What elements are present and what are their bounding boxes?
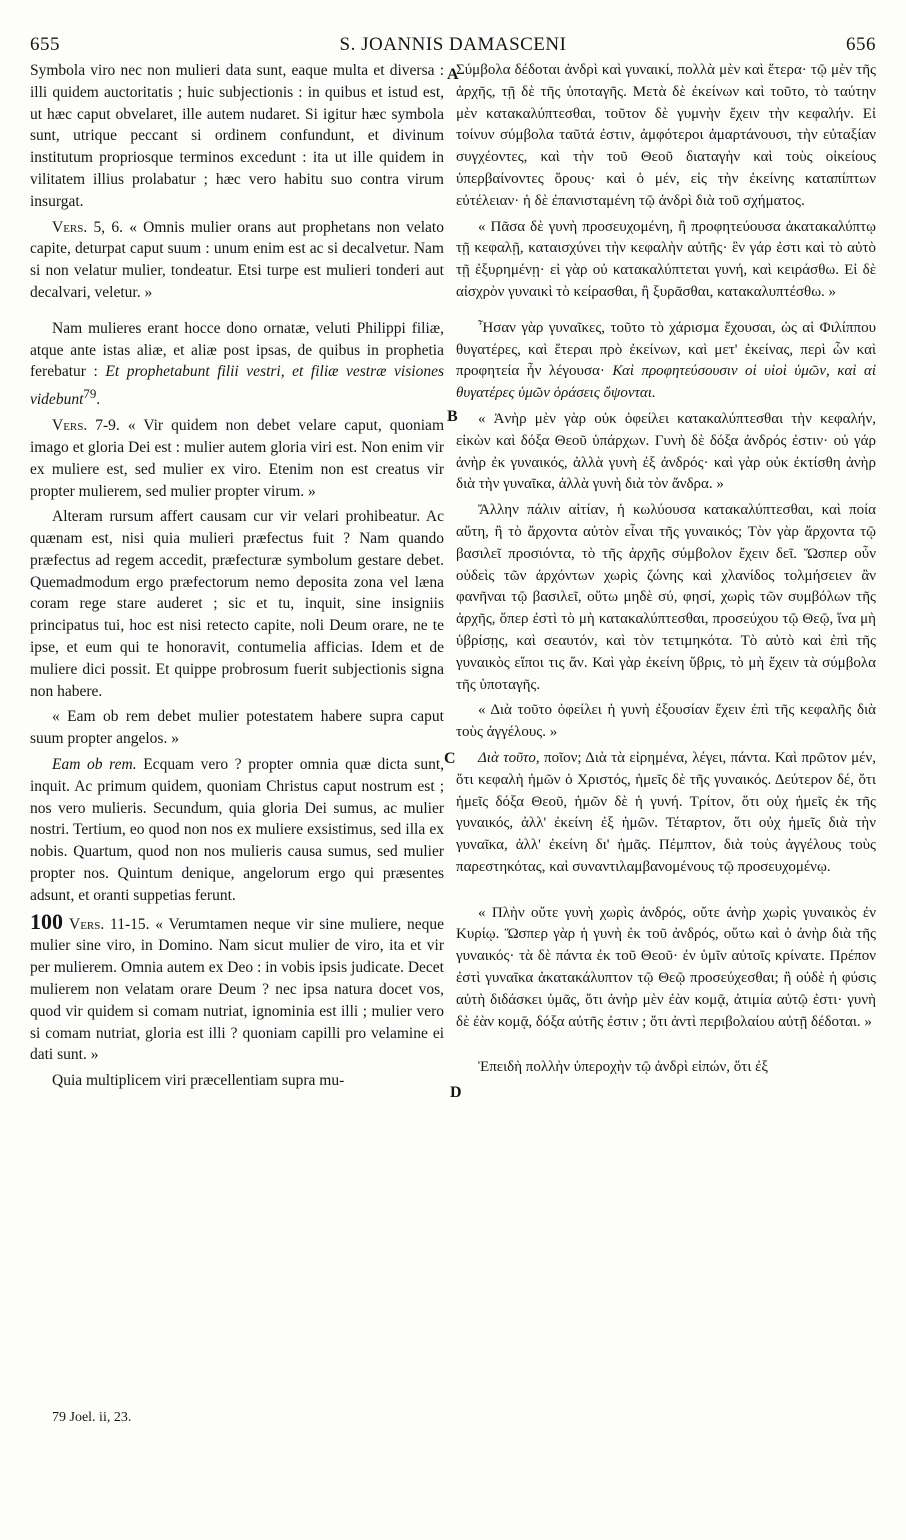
paragraph-text: Ecquam vero ? propter omnia quæ dicta sunt, inquit. Ac primum quidem, quoniam Christus caput nostrum est ; nos vero mulieris. Secundum, quia gloria Dei sumus, ac mulier nostri. Tertium, eo quod non nos ex muliere exsistimus, sed illa ex nobis. Quartum, quod non nos mulieris causa sumus, sed mulier propter nos. Quintum denique, angelorum ergo qui præsentes adsunt, et oranti suppetias ferunt. [30,756,444,904]
lemma: Διὰ τοῦτο, [478,749,540,766]
verse-ref: Vers. 7-9. [52,417,120,435]
latin-paragraph [30,415,444,502]
latin-paragraph: Quia multiplicem viri præcellentiam supra mu- [52,1072,345,1090]
page-number-right: 656 [846,34,876,55]
running-header [30,34,876,58]
footnote: 79 Joel. ii, 23. [52,1410,132,1425]
latin-paragraph: Alteram rursum affert causam cur vir velari prohibeatur. Ac quænam est, nisi quia mulieri præfectus fuit ? Nam quando præfectus ad regem accedit, præfecturæ symbolum gestare debet. Quemadmodum ergo præfectorum nemo deposita zona vel læna coram rege stare auderet ; sic et tu, inquit, sine insigniis principatus tui, hoc est nisi retecto capite, noli Deum orare, ne te ipse, et eum qui te honoravit, contumelia afficias. Idem et de muliere dici possit. Et quippe probrosum fuerit subjectionis signa non habere. [30,508,444,700]
greek-paragraph: « Διὰ τοῦτο ὀφείλει ἡ γυνὴ ἐξουσίαν ἔχειν ἐπὶ τῆς κεφαλῆς διὰ τοὺς ἀγγέλους. » [456,702,876,741]
paragraph-text: ποῖον; Διὰ τὰ εἰρημένα, λέγει, πάντα. Καὶ πρῶτον μέν, ὅτι κεφαλὴ ἡμῶν ὁ Χριστός, ἡμεῖς δὲ τῆς γυναικός. Δεύτερον δέ, ὅτι ἡμεῖς δόξα Θεοῦ, ἡμῶν δὲ ἡ γυνή. Τρίτον, ὅτι οὐχ ἡμεῖς ἐκ τῆς γυναικός, ἀλλ' ἐκείνη ἐξ ἡμῶν. Τέταρτον, ὅτι οὐχ ἡμεῖς διὰ τὴν γυναῖκα, ἀλλ' ἐκείνη δι' ἡμᾶς. Πέμπτον, διὰ τοὺς ἀγγέλους τοὺς παρεστηκότας, καὶ συναντιλαμβανομένους τῷ προσευχομένῳ. [456,749,876,875]
verse-text: « Verumtamen neque vir sine muliere, neque mulier sine viro, in Domino. Nam sicut mulier de viro, ita et vir per mulierem. Omnia autem ex Deo : in vobis ipsis judicate. Decet mulierem non velatam orare Deum ? nec ipsa natura docet vos, quod vir quidem si comam nutriat, ignominia est illi ; mulier vero si comam nutriat, gloria est illi ? quoniam capilli pro velamine ei dati sunt. » [30,915,444,1064]
paragraph-text: Ἦσαν γὰρ γυναῖκες, τοῦτο τὸ χάρισμα ἔχουσαι, ὡς αἱ Φιλίππου θυγατέρες, καὶ ἕτεραι πρὸ ἐκείνων, καὶ μετ' ἐκείνας, περὶ ὧν καὶ προφητεία ἦν λέγουσα· [456,319,876,380]
verse-text: « Vir quidem non debet velare caput, quoniam imago et gloria Dei est : mulier autem gloria viri est. Non enim vir ex muliere est, sed mulier ex viro. Etenim non est creatus vir propter mulierem, sed mulier propter virum. » [30,417,444,500]
section-marker-d: D [450,1084,462,1101]
footnote-ref: 79 [83,386,97,402]
greek-paragraph: Ἐπειδὴ πολλὴν ὑπεροχὴν τῷ ἀνδρὶ εἰπών, ὅτι ἐξ [478,1059,769,1076]
verse-text: « Omnis mulier orans aut prophetans non velato capite, deturpat caput suum : unum enim est ac si decalvetur. Nam si non velatur mulier, tondeatur. Etsi turpe est mulieri tonderi aut decalvari, veletur. » [30,218,444,301]
paragraph-text: Nam mulieres erant hocce dono ornatæ, veluti Philippi filiæ, atque ante istas aliæ, et aliæ post ipsas, de quibus in prophetia ferebatur : [30,319,444,381]
greek-paragraph [456,748,876,879]
section-marker-a: A [447,66,459,83]
verse-ref: Vers. 11-15. [69,915,150,933]
latin-paragraph [30,754,444,907]
greek-paragraph [456,318,876,405]
lemma: Eam ob rem. [52,756,137,774]
running-title: S. JOANNIS DAMASCENI [339,34,567,55]
paragraph-end: . [96,391,101,409]
greek-paragraph: Ἄλλην πάλιν αἰτίαν, ἡ κωλύουσα κατακαλύπτεσθαι, καὶ ποία αὕτη, ἢ τὸ ἄρχοντα αὐτὸν εἶναι τῆς γυναικός; Τὸν γὰρ ἄρχοντα τῷ βασιλεῖ προσιόντα, τὸ τῆς ἀρχῆς σύμβολον ἔχειν δεῖ. Ὥσπερ οὖν οὐδεὶς τῶν ἀρχόντων χωρὶς ζώνης καὶ χλανίδος τολμήσειεν ἂν φανῆναι τῷ βασιλεῖ, οὕτω μηδὲ σύ, φησί, χωρὶς τῶν συμβόλων τῆς ἀρχῆς, ὅπερ ἐστὶ τὸ μὴ κατακαλύπτεσθαι, προσεύχου τῷ Θεῷ, ἵνα μὴ ὑβρίσῃς, καὶ σεαυτόν, καὶ τὸν τετιμηκότα. Τὸ αὐτὸ καὶ ἐπὶ τῆς γυναικὸς εἴποι τις ἄν. Καὶ γὰρ ἐκείνη ὕβρις, τὸ μὴ ἔχειν τὰ σύμβολα τῆς ὑποταγῆς. [456,502,876,693]
quotation: Et prophetabunt filii vestri, et filiæ vestræ visiones videbunt [30,363,444,409]
greek-column [456,60,876,1079]
section-marker-b: B [447,408,458,425]
section-number: 100 [30,908,63,934]
greek-paragraph: « Πᾶσα δὲ γυνὴ προσευχομένη, ἢ προφητεύουσα ἀκατακαλύπτῳ τῇ κεφαλῇ, καταισχύνει τὴν κεφαλὴν αὐτῆς· ἓν γάρ ἐστι καὶ τὸ αὐτὸ τῇ ἐξυρημένῃ· εἰ γὰρ οὐ κατακαλύπτεται γυνή, καὶ κειράσθω. Εἰ δὲ αἰσχρὸν γυναικὶ τὸ κείρασθαι, ἢ ξυρᾶσθαι, κατακαλυπτέσθω. » [456,218,876,300]
greek-paragraph: Σύμβολα δέδοται ἀνδρὶ καὶ γυναικί, πολλὰ μὲν καὶ ἕτερα· τῷ μὲν τῆς ἀρχῆς, τῇ δὲ τῆς ὑποταγῆς. Μετὰ δὲ ἐκείνων καὶ τοῦτο, τὸ ταύτην μὲν κατακαλύπτεσθαι, τοῦτον δὲ γυμνὴν ἔχειν τὴν κεφαλήν. Εἰ τοίνυν σύμβολα ταῦτά ἐστιν, ἀμφότεροι ἁμαρτάνουσι, τὴν εὐταξίαν συγχέοντες, καὶ τὴν τοῦ Θεοῦ διαταγὴν καὶ τοὺς οἰκείους ὑπερβαίνοντες ὅρους· καὶ ὁ μέν, εἰς τὴν ἐκείνης καταπίπτων εὐτέλειαν· ἡ δὲ ἐπανισταμένη τῷ ἀνδρὶ διὰ τοῦ σχήματος. [456,62,876,209]
quotation: Καὶ προφητεύσουσιν οἱ υἱοὶ ὑμῶν, καὶ αἱ θυγατέρες ὑμῶν ὁράσεις ὄψονται. [456,363,876,402]
verse-ref: Vers. 5, 6. [52,218,123,236]
latin-paragraph: « Eam ob rem debet mulier potestatem habere supra caput suum propter angelos. » [30,708,444,748]
latin-paragraph [30,217,444,304]
latin-paragraph [30,318,444,411]
section-marker-c: C [444,750,456,767]
greek-paragraph: « Ἀνὴρ μὲν γὰρ οὐκ ὀφείλει κατακαλύπτεσθαι τὴν κεφαλήν, εἰκὼν καὶ δόξα Θεοῦ ὑπάρχων. Γυνὴ δὲ δόξα ἀνδρός ἐστιν· οὐ γάρ ἀνὴρ ἐκ γυναικός, ἀλλὰ γυνὴ ἐξ ἀνδρός· καὶ γὰρ οὐκ ἐκτίσθη ἀνὴρ διὰ τὴν γυναῖκα, ἀλλὰ γυνὴ διὰ τὸν ἄνδρα. » [456,410,876,493]
latin-paragraph: Symbola viro nec non mulieri data sunt, eaque multa et diversa : illi quidem auctoritatis ; huic subjectionis : in quibus et istud est, ut hæc caput obvelaret, ille autem nudaret. Si igitur hæc symbola sunt, utrique peccant si ordinem confundunt, et divinum institutum propriosque terminos excedunt : ita ut ille quidem in vilitatem illius prolabatur ; hæc vero habitu suo contra virum insurgat. [30,62,444,210]
latin-column [30,60,444,1092]
page-number-left: 655 [30,34,60,55]
latin-paragraph [30,908,444,1067]
greek-paragraph: « Πλὴν οὔτε γυνὴ χωρὶς ἀνδρός, οὔτε ἀνὴρ χωρὶς γυναικὸς ἐν Κυρίῳ. Ὥσπερ γὰρ ἡ γυνὴ ἐκ τοῦ ἀνδρός, οὕτω καὶ ὁ ἀνὴρ διὰ τῆς γυναικός· τὰ δὲ πάντα ἐκ τοῦ Θεοῦ· ἐν ὑμῖν αὐτοῖς κρίνατε. Πρέπον ἐστὶ γυναῖκα ἀκατακάλυπτον τῷ Θεῷ προσεύχεσθαι; ἢ οὐδὲ ἡ φύσις αὐτὴ διδάσκει ὑμᾶς, ὅτι ἀνὴρ μὲν ἐὰν κομᾷ, ἀτιμία αὐτῷ ἐστι· γυνὴ δὲ ἐὰν κομᾷ, δόξα αὐτῆς ἐστιν ; ὅτι ἀντὶ περιβολαίου αὐτῇ δέδοται. » [456,904,876,1030]
